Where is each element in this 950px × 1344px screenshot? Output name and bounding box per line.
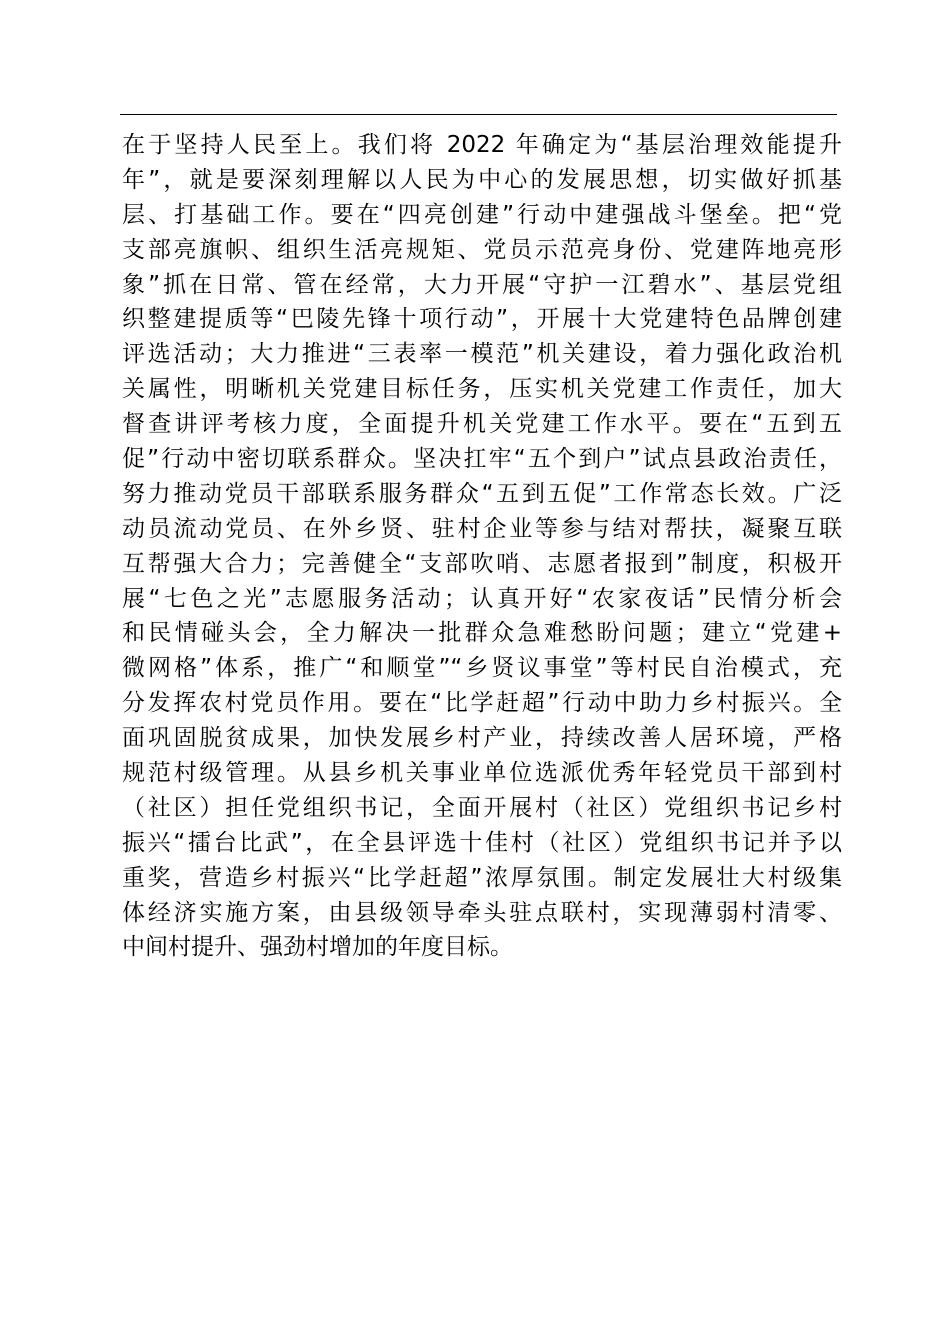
- text-line: 在于坚持人民至上。我们将 2022 年确定为“基层治理效能提升: [122, 132, 842, 158]
- header-rule: [120, 114, 837, 115]
- text-line: 动员流动党员、在外乡贤、驻村企业等参与结对帮扶，凝聚互联: [122, 515, 842, 542]
- text-line: 关属性，明晰机关党建目标任务，压实机关党建工作责任，加大: [122, 376, 842, 403]
- text-line: 中间村提升、强劲村增加的年度目标。: [122, 934, 513, 961]
- text-line: 象”抓在日常、管在经常，大力开展“守护一江碧水”、基层党组: [122, 271, 842, 298]
- text-line: 层、打基础工作。要在“四亮创建”行动中建强战斗堡垒。把“党: [122, 201, 842, 228]
- text-line: 促”行动中密切联系群众。坚决扛牢“五个到户”试点县政治责任，: [122, 446, 842, 473]
- text-line: 织整建提质等“巴陵先锋十项行动”，开展十大党建特色品牌创建: [122, 306, 842, 333]
- text-line: 展“七色之光”志愿服务活动；认真开好“农家夜话”民情分析会: [122, 585, 842, 612]
- text-line: 督查讲评考核力度，全面提升机关党建工作水平。要在“五到五: [122, 411, 842, 438]
- text-line: 和民情碰头会，全力解决一批群众急难愁盼问题；建立“党建+: [122, 620, 842, 647]
- text-line: 微网格”体系，推广“和顺堂”“乡贤议事堂”等村民自治模式，充: [122, 655, 842, 682]
- text-line: 体经济实施方案，由县级领导牵头驻点联村，实现薄弱村清零、: [122, 899, 842, 926]
- text-line: 互帮强大合力；完善健全“支部吹哨、志愿者报到”制度，积极开: [122, 550, 842, 577]
- text-line: 面巩固脱贫成果，加快发展乡村产业，持续改善人居环境，严格: [122, 725, 842, 752]
- text-line: （社区）担任党组织书记，全面开展村（社区）党组织书记乡村: [122, 794, 842, 821]
- text-line: 规范村级管理。从县乡机关事业单位选派优秀年轻党员干部到村: [122, 760, 842, 787]
- text-line: 年”，就是要深刻理解以人民为中心的发展思想，切实做好抓基: [122, 166, 842, 193]
- text-line: 振兴“擂台比武”，在全县评选十佳村（社区）党组织书记并予以: [122, 829, 842, 856]
- text-line: 评选活动；大力推进“三表率一模范”机关建设，着力强化政治机: [122, 341, 842, 368]
- body-paragraph: [122, 128, 842, 965]
- text-line: 努力推动党员干部联系服务群众“五到五促”工作常态长效。广泛: [122, 480, 842, 507]
- text-line: 重奖，营造乡村振兴“比学赶超”浓厚氛围。制定发展壮大村级集: [122, 864, 842, 891]
- text-line: 支部亮旗帜、组织生活亮规矩、党员示范亮身份、党建阵地亮形: [122, 236, 842, 263]
- text-line: 分发挥农村党员作用。要在“比学赶超”行动中助力乡村振兴。全: [122, 690, 842, 717]
